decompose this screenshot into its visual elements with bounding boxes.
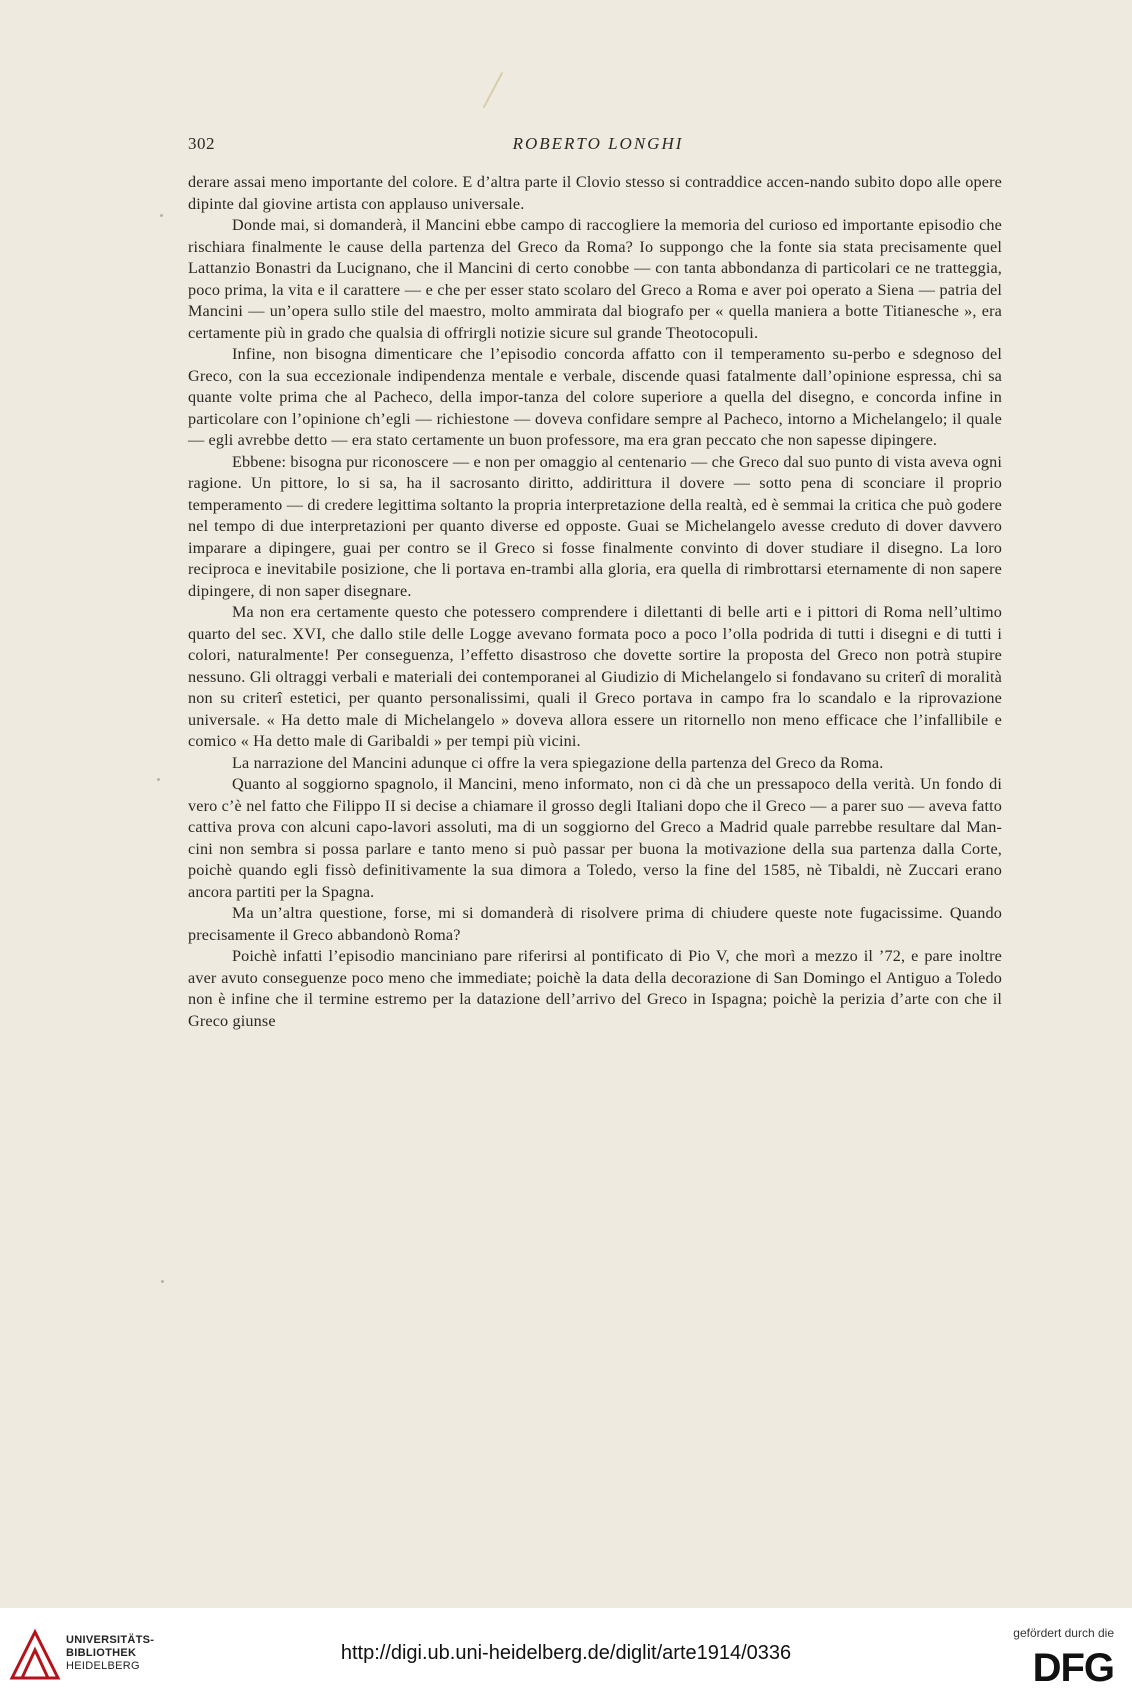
paragraph-9: Poichè infatti l’episodio manciniano pare riferirsi al pontificato di Pio V, che morì a mezzo il ’72, e pare inoltre aver avuto conseguenze poco meno che immediate; poichè la data della decorazione di San Domingo el Antiguo a Toledo non è infine che il termine estremo per la datazione dell’arrivo del Greco in Ispagna; poichè la perizia d’arte con che il Greco giunse: [188, 947, 1002, 1030]
paragraph-3: Infine, non bisogna dimenticare che l’episodio concorda affatto con il temperamento su-perbo e sdegnoso del Greco, con la sua eccezionale indipendenza mentale e verbale, discende quasi fatalmente dall’opinione espressa, chi sa quante volte prima che al Pacheco, della impor-tanza del colore superiore a quella del disegno, e concorda infine in particolare con l’opinione ch’egli — richiestone — doveva confidare sempre al Pacheco, intorno a Michelangelo; il quale — egli avrebbe detto — era stato certamente un buon professore, ma era gran peccato che non sapesse dipingere.: [188, 345, 1002, 449]
body-text: [188, 172, 1002, 1032]
running-head: [188, 134, 1008, 158]
paragraph-1: derare assai meno importante del colore. E d’altra parte il Clovio stesso si contraddice accen-nando subito dopo alle opere dipinte dal giovine artista con applauso universale.: [188, 173, 1002, 213]
dfg-logo-icon: DFG: [1032, 1646, 1114, 1690]
permalink-url[interactable]: http://digi.ub.uni-heidelberg.de/diglit/arte1914/0336: [340, 1642, 792, 1664]
margin-dot: [160, 214, 163, 217]
page-number: 302: [188, 134, 215, 153]
footer-bar: [0, 1608, 1132, 1702]
paragraph-6: La narrazione del Mancini adunque ci offre la vera spiegazione della partenza del Greco da Roma.: [232, 753, 884, 772]
margin-dot: [157, 778, 160, 781]
margin-dot: [161, 1280, 164, 1283]
paragraph-7: Quanto al soggiorno spagnolo, il Mancini, meno informato, non ci dà che un pressapoco della verità. Un fondo di vero c’è nel fatto che Filippo II si decise a chiamare il grosso degli Italiani dopo che il Greco — a parer suo — aveva fatto cattiva prova con alcuni capo-lavori assoluti, ma di un soggiorno del Greco a Madrid quale parrebbe resultare dal Man-cini non sembra si possa parlare e tanto meno si può passar per buona la motivazione della sua partenza dalla Corte, poichè quando egli fissò definitivamente la sua dimora a Toledo, verso la fine del 1585, nè Tibaldi, nè Zuccari erano ancora partiti per la Spagna.: [188, 775, 1002, 901]
paragraph-2: Donde mai, si domanderà, il Mancini ebbe campo di raccogliere la memoria del curioso ed importante episodio che rischiara finalmente le cause della partenza del Greco da Roma? Io suppongo che la fonte sia stata precisamente quel Lattanzio Bonastri da Lucignano, che il Mancini di certo conobbe — con tanta abbondanza di particolari ce ne tratteggia, poco prima, la vita e il carattere — e che per esser stato scolaro del Greco a Roma e aver poi operato a Siena — patria del Mancini — un’opera sullo stile del maestro, molto ammirata dal biografo per « quella maniera a botte Titianesche », era certamente più in grado che qualsia di offrirgli notizie sicure sul grande Theotocopuli.: [188, 216, 1002, 342]
paragraph-4: Ebbene: bisogna pur riconoscere — e non per omaggio al centenario — che Greco dal suo punto di vista aveva ogni ragione. Un pittore, lo si sa, ha il sacrosanto diritto, addirittura il dovere — sotto pena di sconciare il proprio temperamento — di credere legittima soltanto la propria interpretazione della realtà, ed è semmai la critica che può godere nel tempo di due interpretazioni per quanto diverse ed opposte. Guai se Michelangelo avesse creduto di dover davvero imparare a dipingere, guai per contro se il Greco si fosse finalmente convinto di dover studiare il disegno. La loro reciproca e inevitabile posizione, che li portava en-trambi alla gloria, era quella di rimbrottarsi eternamente di non sapere dipingere, di non saper disegnare.: [188, 452, 1002, 600]
paragraph-8: Ma un’altra questione, forse, mi si domanderà di risolvere prima di chiudere queste note fugacissime. Quando precisamente il Greco abbandonò Roma?: [188, 904, 1002, 944]
paragraph-5: Ma non era certamente questo che potessero comprendere i dilettanti di belle arti e i pittori di Roma nell’ultimo quarto del sec. XVI, che dallo stile delle Logge avevano formata poco a poco l’olla podrida di tutti i disegni e di tutti i colori, naturalmente! Per conseguenza, l’effetto disastroso che dovette sortire la proposta del Greco non potrà stupire nessuno. Gli oltraggi verbali e materiali dei contemporanei al Giudizio di Michelangelo si fondavano su criterî di moralità non su criterî estetici, per quanto personalissimi, quali il Greco portava in campo fra lo scandalo e la riprovazione universale. « Ha detto male di Michelangelo » doveva allora essere un ritornello non meno efficace che l’infallibile e comico « Ha detto male di Garibaldi » per tempi più vicini.: [188, 603, 1002, 750]
pencil-mark: [483, 72, 504, 108]
running-title: ROBERTO LONGHI: [512, 134, 684, 153]
library-name: UNIVERSITÄTS- BIBLIOTHEK HEIDELBERG: [66, 1634, 155, 1672]
funding-label: gefördert durch die: [1013, 1626, 1114, 1640]
